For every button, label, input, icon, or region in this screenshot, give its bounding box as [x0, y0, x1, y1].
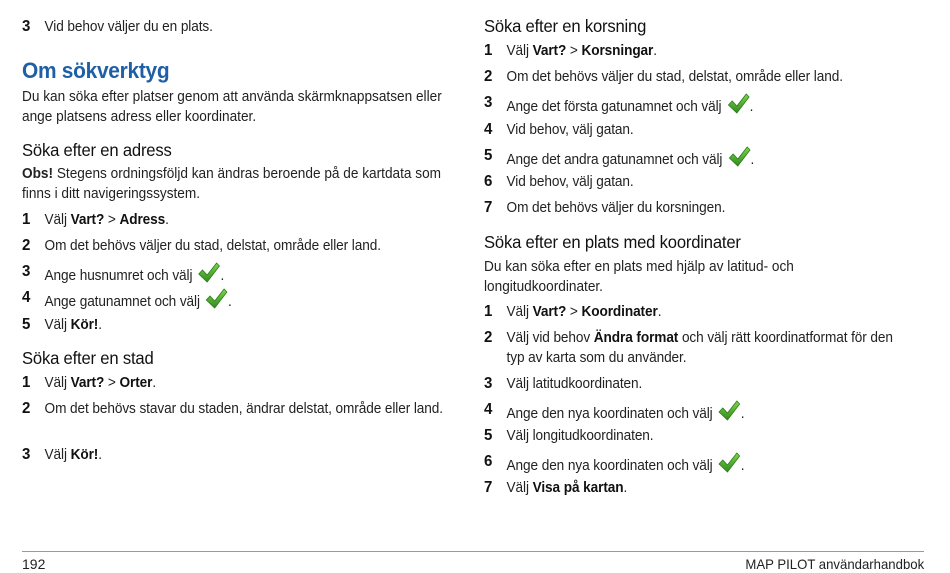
list-item: [22, 315, 102, 335]
step-number: 2: [484, 329, 493, 346]
checkmark-icon: [718, 400, 741, 422]
step-text: Välj Kör!.: [44, 447, 102, 463]
step-text: Välj Kör!.: [44, 317, 102, 333]
list-item: [22, 288, 232, 312]
list-item: [484, 93, 753, 117]
list-item: [484, 400, 744, 424]
list-item: [484, 146, 754, 170]
list-item: [22, 210, 169, 230]
manual-title: MAP PILOT användarhandbok: [745, 556, 924, 572]
step-text: Välj latitudkoordinaten.: [506, 376, 643, 392]
checkmark-icon: [718, 452, 741, 474]
step-number: 3: [484, 375, 493, 392]
section-intro: Du kan söka efter platser genom att använda skärmknappsatsen eller ange platsens adress eller koordinater.: [22, 89, 442, 125]
step-number: 3: [22, 446, 31, 463]
list-item: [22, 17, 213, 37]
step-number: 1: [484, 303, 493, 320]
step-number: 3: [22, 18, 31, 35]
list-item: [484, 302, 661, 322]
list-item: [22, 399, 445, 419]
step-text: Vid behov väljer du en plats.: [44, 19, 213, 35]
step-number: 3: [22, 263, 31, 280]
step-number: 7: [484, 199, 493, 216]
checkmark-icon: [205, 288, 228, 310]
city-heading: Söka efter en stad: [22, 348, 154, 368]
step-text: Ange husnumret och välj .: [45, 262, 225, 286]
step-text: Välj Vart? > Adress.: [44, 212, 169, 228]
list-item: [484, 478, 627, 498]
step-text: Om det behövs stavar du staden, ändrar delstat, område eller land.: [44, 401, 443, 417]
list-item: [22, 445, 102, 465]
step-text: Ange det andra gatunamnet och välj .: [507, 146, 755, 170]
step-number: 2: [22, 237, 31, 254]
checkmark-icon: [727, 93, 750, 115]
step-text: Om det behövs väljer du stad, delstat, område eller land.: [44, 238, 381, 254]
list-item: [22, 373, 156, 393]
note-label: Obs!: [22, 166, 54, 182]
list-item: [484, 198, 725, 218]
list-item: [484, 374, 642, 394]
step-text: Välj Vart? > Korsningar.: [506, 43, 657, 59]
list-item: [484, 328, 912, 368]
step-number: 6: [484, 173, 493, 190]
intersection-heading: Söka efter en korsning: [484, 16, 647, 36]
step-text: Om det behövs väljer du stad, delstat, område eller land.: [506, 69, 843, 85]
section-title: Om sökverktyg: [22, 58, 170, 83]
step-text: Välj Visa på kartan.: [506, 480, 628, 496]
step-number: 6: [484, 453, 493, 470]
note-text: Stegens ordningsföljd kan ändras beroende på de kartdata som finns i ditt navigeringssystem.: [22, 166, 442, 202]
step-text: Vid behov, välj gatan.: [506, 174, 634, 190]
step-text: Välj Vart? > Orter.: [44, 375, 157, 391]
step-text: Ange den nya koordinaten och välj .: [507, 400, 745, 424]
step-number: 1: [484, 42, 493, 59]
step-text: Välj vid behov Ändra format och välj rätt koordinatformat för den typ av karta som du använder.: [506, 330, 893, 366]
step-text: Ange gatunamnet och välj .: [45, 288, 232, 312]
step-number: 1: [22, 211, 31, 228]
step-number: 5: [484, 147, 493, 164]
page-number: 192: [22, 556, 46, 572]
step-number: 2: [484, 68, 493, 85]
step-number: 3: [484, 94, 493, 111]
step-number: 1: [22, 374, 31, 391]
coords-intro: Du kan söka efter en plats med hjälp av latitud- och longitudkoordinater.: [484, 259, 794, 295]
step-text: Ange den nya koordinaten och välj .: [507, 452, 745, 476]
step-text: Om det behövs väljer du korsningen.: [506, 200, 726, 216]
step-number: 4: [484, 401, 493, 418]
list-item: [22, 236, 381, 256]
step-number: 4: [484, 121, 493, 138]
list-item: [484, 172, 634, 192]
list-item: [484, 452, 744, 476]
list-item: [484, 67, 843, 87]
step-number: 5: [22, 316, 31, 333]
step-text: Ange det första gatunamnet och välj .: [507, 93, 754, 117]
checkmark-icon: [198, 262, 221, 284]
step-text: Välj Vart? > Koordinater.: [506, 304, 662, 320]
step-text: Vid behov, välj gatan.: [506, 122, 634, 138]
step-number: 2: [22, 400, 31, 417]
checkmark-icon: [728, 146, 751, 168]
note: [22, 164, 450, 204]
list-item: [484, 41, 657, 61]
address-heading: Söka efter en adress: [22, 140, 172, 160]
list-item: [484, 120, 634, 140]
step-number: 4: [22, 289, 31, 306]
list-item: [22, 262, 224, 286]
step-text: Välj longitudkoordinaten.: [506, 428, 654, 444]
footer-divider: [22, 551, 924, 552]
coords-heading: Söka efter en plats med koordinater: [484, 232, 741, 252]
list-item: [484, 426, 653, 446]
step-number: 5: [484, 427, 493, 444]
step-number: 7: [484, 479, 493, 496]
